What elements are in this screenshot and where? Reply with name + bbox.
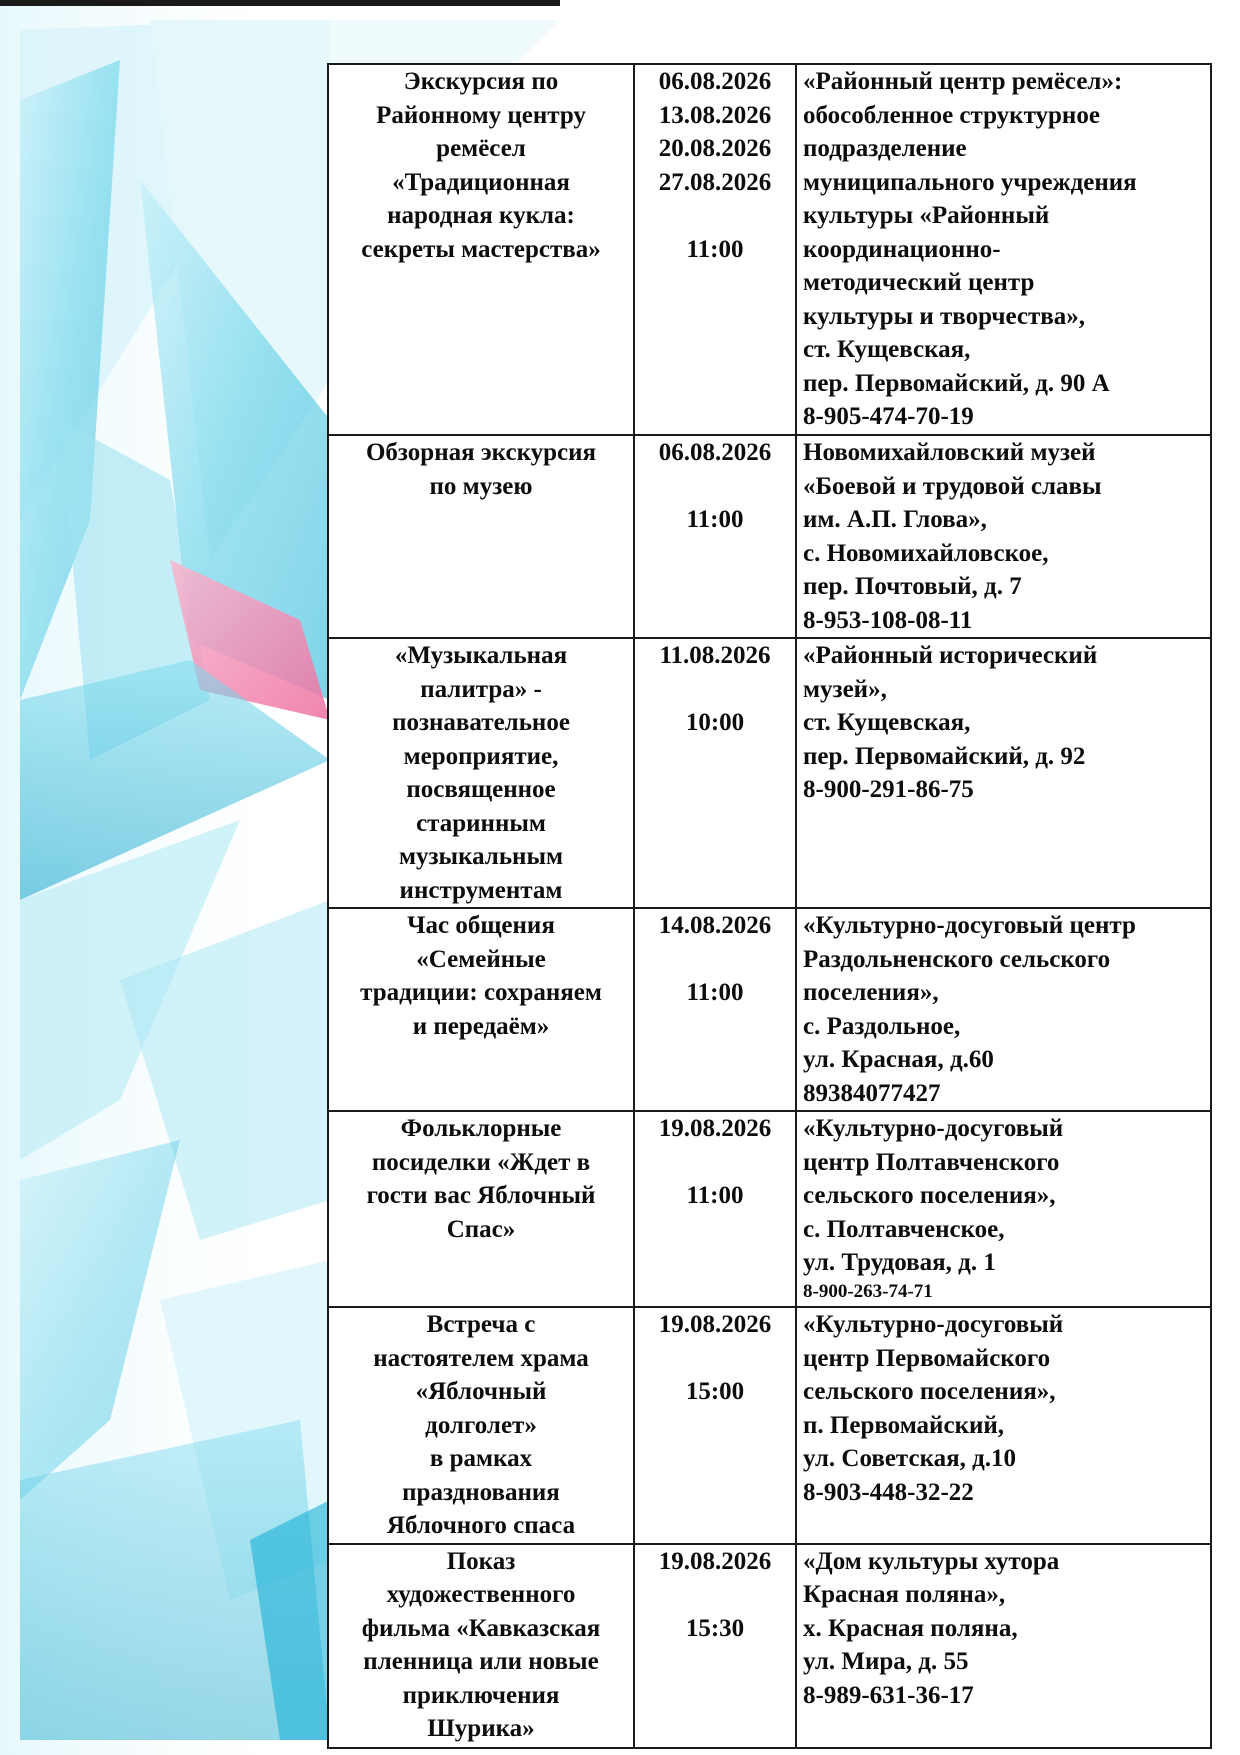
event-title-line: посиделки «Ждет в <box>371 1148 591 1176</box>
event-title-line: художественного <box>386 1581 576 1608</box>
event-time: 15:30 <box>685 1614 745 1642</box>
event-date-time <box>634 638 796 908</box>
schedule-table <box>327 63 1212 1749</box>
event-title-line: «Яблочный <box>415 1378 547 1405</box>
event-title-line: палитра» - <box>420 675 542 703</box>
event-date-time <box>634 1544 796 1748</box>
event-title-line: Яблочного спаса <box>386 1512 576 1539</box>
venue-line: сельского поселения», <box>803 1182 1056 1209</box>
venue-line: «Культурно-досуговый <box>803 1311 1064 1338</box>
event-venue <box>796 908 1211 1111</box>
event-title-line: традиции: сохраняем <box>360 979 602 1006</box>
table-row <box>328 64 1211 435</box>
event-title-line: «Традиционная <box>392 168 570 196</box>
venue-line: Красная поляна», <box>803 1581 1006 1608</box>
venue-line: ул. Красная, д.60 <box>803 1046 994 1073</box>
event-title-line: музыкальным <box>398 843 564 870</box>
event-title-line: Шурика» <box>427 1715 535 1742</box>
venue-line: ул. Мира, д. 55 <box>803 1648 969 1675</box>
venue-line: пер. Первомайский, д. 90 А <box>803 369 1110 397</box>
event-title-line: настоятелем храма <box>373 1344 589 1372</box>
venue-line: с. Новомихайловское, <box>803 539 1049 567</box>
event-title-line: инструментам <box>399 876 563 904</box>
event-title-line: секреты мастерства» <box>361 235 601 263</box>
event-title-line: посвященное <box>406 776 556 803</box>
event-title-line: гости вас Яблочный <box>366 1182 596 1209</box>
venue-line: с. Полтавченское, <box>803 1215 1005 1243</box>
event-date-time <box>634 1307 796 1544</box>
event-date: 13.08.2026 <box>658 101 772 129</box>
venue-line: координационно- <box>803 235 1001 263</box>
event-title <box>328 908 634 1111</box>
event-venue <box>796 1544 1211 1748</box>
venue-line: культуры «Районный <box>803 202 1050 229</box>
venue-phone: 8-953-108-08-11 <box>803 606 973 634</box>
event-title-line: Показ <box>446 1547 516 1575</box>
venue-line: «Культурно-досуговый центр <box>803 912 1136 939</box>
event-title-line: долголет» <box>425 1411 537 1439</box>
event-title-line: приключения <box>402 1681 560 1709</box>
event-title-line: и передаём» <box>412 1012 550 1040</box>
venue-line: «Районный центр ремёсел»: <box>803 68 1123 95</box>
event-venue <box>796 64 1211 435</box>
event-title-line: ремёсел <box>436 135 526 162</box>
event-date-time <box>634 64 796 435</box>
event-date: 19.08.2026 <box>658 1115 772 1142</box>
venue-line: центр Полтавченского <box>803 1148 1060 1176</box>
event-title-line: фильма «Кавказская <box>361 1614 601 1642</box>
venue-line: ст. Кущевская, <box>803 709 971 736</box>
event-title <box>328 64 634 435</box>
event-title-line: Обзорная экскурсия <box>365 439 597 466</box>
event-title <box>328 1111 634 1307</box>
venue-line: сельского поселения», <box>803 1378 1056 1405</box>
event-date: 14.08.2026 <box>658 912 772 939</box>
event-date-time <box>634 1111 796 1307</box>
venue-line: Новомихайловский музей <box>803 439 1096 466</box>
event-schedule <box>327 63 1212 1749</box>
venue-line: с. Раздольное, <box>803 1012 961 1040</box>
event-title <box>328 1544 634 1748</box>
event-title-line: мероприятие, <box>403 742 559 770</box>
event-venue <box>796 638 1211 908</box>
table-row <box>328 1307 1211 1544</box>
venue-line: «Боевой и трудовой славы <box>803 472 1102 500</box>
venue-line: обособленное структурное <box>803 101 1100 129</box>
event-date: 06.08.2026 <box>658 68 772 95</box>
venue-line: «Районный исторический <box>803 642 1098 669</box>
venue-line: ул. Советская, д.10 <box>803 1445 1017 1472</box>
venue-line: «Культурно-досуговый <box>803 1115 1064 1142</box>
venue-line: Раздольненского сельского <box>803 945 1111 973</box>
venue-line: х. Красная поляна, <box>803 1614 1018 1642</box>
event-date: 19.08.2026 <box>658 1311 772 1338</box>
event-title-line: познавательное <box>392 709 570 736</box>
venue-phone: 8-900-263-74-71 <box>803 1280 933 1302</box>
event-title-line: по музею <box>429 472 533 500</box>
venue-line: культуры и творчества», <box>803 302 1086 330</box>
table-row <box>328 1544 1211 1748</box>
event-title <box>328 638 634 908</box>
event-time: 11:00 <box>686 979 744 1006</box>
event-time: 15:00 <box>685 1378 745 1405</box>
event-title-line: в рамках <box>429 1445 533 1472</box>
event-date: 27.08.2026 <box>658 168 772 196</box>
event-time: 11:00 <box>686 235 744 263</box>
table-row <box>328 638 1211 908</box>
event-venue <box>796 435 1211 638</box>
event-date: 06.08.2026 <box>658 439 772 466</box>
event-date-time <box>634 908 796 1111</box>
event-title-line: празднования <box>402 1478 560 1506</box>
venue-phone: 8-900-291-86-75 <box>803 776 974 803</box>
venue-phone: 89384077427 <box>803 1079 941 1107</box>
event-title-line: Час общения <box>407 912 555 939</box>
event-title-line: народная кукла: <box>387 202 575 229</box>
venue-line: музей», <box>803 675 887 703</box>
event-venue <box>796 1111 1211 1307</box>
event-title <box>328 1307 634 1544</box>
venue-phone: 8-905-474-70-19 <box>803 403 974 430</box>
event-title-line: Встреча с <box>426 1311 536 1338</box>
event-date: 11.08.2026 <box>659 642 771 669</box>
table-row <box>328 908 1211 1111</box>
event-title-line: Спас» <box>446 1215 516 1243</box>
event-title-line: Районному центру <box>376 101 586 129</box>
venue-phone: 8-989-631-36-17 <box>803 1681 974 1709</box>
event-title-line: пленница или новые <box>363 1648 599 1675</box>
event-venue <box>796 1307 1211 1544</box>
venue-line: методический центр <box>803 269 1035 296</box>
table-row <box>328 1111 1211 1307</box>
event-date-time <box>634 435 796 638</box>
venue-line: им. А.П. Глова», <box>803 506 987 533</box>
venue-line: подразделение <box>803 135 967 162</box>
table-row <box>328 435 1211 638</box>
top-border-line <box>0 0 560 6</box>
event-title-line: «Семейные <box>416 945 546 973</box>
event-title-line: Фольклорные <box>400 1115 562 1142</box>
event-time: 11:00 <box>686 506 744 533</box>
venue-line: поселения», <box>803 979 939 1006</box>
event-time: 10:00 <box>685 709 745 736</box>
venue-line: пер. Первомайский, д. 92 <box>803 742 1086 770</box>
event-title-line: Экскурсия по <box>403 68 559 95</box>
event-date: 20.08.2026 <box>658 135 772 162</box>
event-title <box>328 435 634 638</box>
venue-line: муниципального учреждения <box>803 168 1137 196</box>
venue-line: «Дом культуры хутора <box>803 1547 1060 1575</box>
event-time: 11:00 <box>686 1182 744 1209</box>
venue-line: пер. Почтовый, д. 7 <box>803 573 1022 600</box>
event-date: 19.08.2026 <box>658 1547 772 1575</box>
event-title-line: старинным <box>416 809 546 837</box>
venue-line: центр Первомайского <box>803 1344 1051 1372</box>
event-title-line: «Музыкальная <box>394 642 568 669</box>
venue-line: ул. Трудовая, д. 1 <box>803 1249 996 1276</box>
venue-phone: 8-903-448-32-22 <box>803 1478 974 1506</box>
venue-line: п. Первомайский, <box>803 1411 1005 1439</box>
venue-line: ст. Кущевская, <box>803 336 971 363</box>
